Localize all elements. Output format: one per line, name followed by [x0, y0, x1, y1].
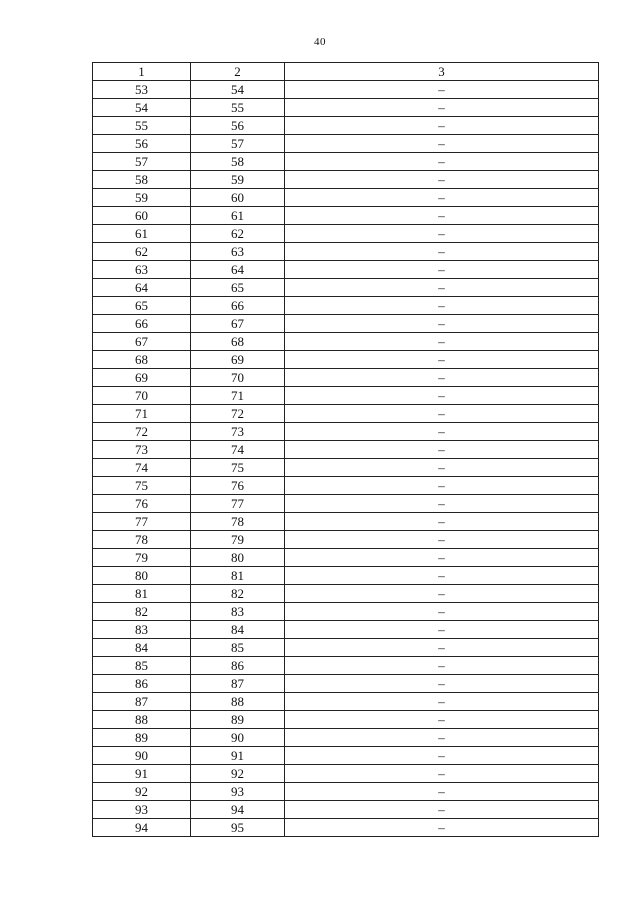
table-cell-col3: –: [285, 567, 599, 585]
table-row: [93, 495, 599, 513]
table-row: [93, 747, 599, 765]
header-row: [93, 63, 599, 81]
table-cell-col2: 75: [191, 459, 285, 477]
table-row: [93, 423, 599, 441]
table-row: [93, 243, 599, 261]
table-row: [93, 711, 599, 729]
table-cell-col1: 90: [93, 747, 191, 765]
table-cell-col1: 94: [93, 819, 191, 837]
table-row: [93, 297, 599, 315]
table-cell-col2: 60: [191, 189, 285, 207]
table-cell-col3: –: [285, 261, 599, 279]
table-cell-col3: –: [285, 747, 599, 765]
table-cell-col3: –: [285, 135, 599, 153]
table-cell-col3: –: [285, 711, 599, 729]
table-row: [93, 225, 599, 243]
table-cell-col3: –: [285, 531, 599, 549]
table-cell-col3: –: [285, 117, 599, 135]
table-cell-col1: 93: [93, 801, 191, 819]
table-cell-col2: 56: [191, 117, 285, 135]
table-row: [93, 783, 599, 801]
table-row: [93, 81, 599, 99]
table-cell-col1: 77: [93, 513, 191, 531]
table-cell-col1: 59: [93, 189, 191, 207]
table-cell-col2: 95: [191, 819, 285, 837]
table-cell-col3: –: [285, 441, 599, 459]
table-cell-col2: 65: [191, 279, 285, 297]
table-cell-col1: 53: [93, 81, 191, 99]
table-cell-col3: –: [285, 423, 599, 441]
table-cell-col1: 66: [93, 315, 191, 333]
table-row: [93, 477, 599, 495]
table-cell-col2: 68: [191, 333, 285, 351]
table-cell-col1: 85: [93, 657, 191, 675]
column-header-3: 3: [285, 63, 599, 81]
table-cell-col3: –: [285, 693, 599, 711]
table-cell-col3: –: [285, 207, 599, 225]
table-cell-col3: –: [285, 513, 599, 531]
table-cell-col3: –: [285, 783, 599, 801]
table-cell-col2: 83: [191, 603, 285, 621]
table-cell-col1: 54: [93, 99, 191, 117]
table-cell-col1: 78: [93, 531, 191, 549]
table-row: [93, 387, 599, 405]
table-row: [93, 621, 599, 639]
table-cell-col3: –: [285, 405, 599, 423]
table-cell-col1: 91: [93, 765, 191, 783]
table-cell-col1: 80: [93, 567, 191, 585]
table-cell-col3: –: [285, 99, 599, 117]
table-row: [93, 333, 599, 351]
table-cell-col1: 73: [93, 441, 191, 459]
table-row: [93, 117, 599, 135]
table-row: [93, 693, 599, 711]
table-cell-col1: 67: [93, 333, 191, 351]
table-row: [93, 603, 599, 621]
table-row: [93, 639, 599, 657]
table-cell-col1: 89: [93, 729, 191, 747]
table-cell-col3: –: [285, 279, 599, 297]
table-cell-col3: –: [285, 585, 599, 603]
table-cell-col2: 81: [191, 567, 285, 585]
table-cell-col1: 75: [93, 477, 191, 495]
table-cell-col2: 80: [191, 549, 285, 567]
table-cell-col2: 88: [191, 693, 285, 711]
table-row: [93, 585, 599, 603]
table-cell-col2: 73: [191, 423, 285, 441]
table-cell-col3: –: [285, 171, 599, 189]
table-row: [93, 171, 599, 189]
table-row: [93, 99, 599, 117]
table-cell-col2: 61: [191, 207, 285, 225]
table-cell-col1: 64: [93, 279, 191, 297]
table-row: [93, 405, 599, 423]
table-cell-col1: 81: [93, 585, 191, 603]
table-cell-col1: 86: [93, 675, 191, 693]
table-row: [93, 513, 599, 531]
table-cell-col3: –: [285, 369, 599, 387]
table-cell-col2: 79: [191, 531, 285, 549]
table-cell-col1: 74: [93, 459, 191, 477]
table-cell-col1: 82: [93, 603, 191, 621]
table-cell-col3: –: [285, 315, 599, 333]
table-cell-col1: 84: [93, 639, 191, 657]
table-cell-col2: 76: [191, 477, 285, 495]
table-cell-col3: –: [285, 819, 599, 837]
table-cell-col2: 86: [191, 657, 285, 675]
table-cell-col3: –: [285, 765, 599, 783]
table-row: [93, 531, 599, 549]
table-cell-col3: –: [285, 495, 599, 513]
table-cell-col1: 87: [93, 693, 191, 711]
table-cell-col2: 77: [191, 495, 285, 513]
table-row: [93, 153, 599, 171]
table-cell-col2: 62: [191, 225, 285, 243]
table-cell-col3: –: [285, 549, 599, 567]
table-cell-col2: 87: [191, 675, 285, 693]
table-cell-col3: –: [285, 675, 599, 693]
table-body: [93, 81, 599, 837]
table-cell-col3: –: [285, 459, 599, 477]
table-cell-col2: 59: [191, 171, 285, 189]
table-cell-col2: 70: [191, 369, 285, 387]
table-cell-col2: 63: [191, 243, 285, 261]
table-cell-col2: 93: [191, 783, 285, 801]
table-row: [93, 189, 599, 207]
table-cell-col3: –: [285, 189, 599, 207]
table-cell-col1: 65: [93, 297, 191, 315]
table-cell-col3: –: [285, 243, 599, 261]
table-row: [93, 351, 599, 369]
table-row: [93, 135, 599, 153]
table-row: [93, 729, 599, 747]
table-cell-col3: –: [285, 351, 599, 369]
page-number: 40: [314, 36, 326, 48]
table-cell-col2: 78: [191, 513, 285, 531]
table-cell-col2: 74: [191, 441, 285, 459]
table-cell-col2: 54: [191, 81, 285, 99]
table-cell-col1: 68: [93, 351, 191, 369]
column-header-1: 1: [93, 63, 191, 81]
table-cell-col1: 69: [93, 369, 191, 387]
table-cell-col3: –: [285, 297, 599, 315]
table-cell-col2: 91: [191, 747, 285, 765]
table-cell-col1: 55: [93, 117, 191, 135]
table-cell-col3: –: [285, 657, 599, 675]
table-cell-col2: 82: [191, 585, 285, 603]
table-row: [93, 801, 599, 819]
table-cell-col2: 92: [191, 765, 285, 783]
table-cell-col2: 84: [191, 621, 285, 639]
table-cell-col2: 67: [191, 315, 285, 333]
table-row: [93, 261, 599, 279]
table-cell-col1: 72: [93, 423, 191, 441]
table-cell-col1: 70: [93, 387, 191, 405]
table-cell-col2: 69: [191, 351, 285, 369]
table-cell-col2: 89: [191, 711, 285, 729]
table-cell-col3: –: [285, 153, 599, 171]
table-row: [93, 279, 599, 297]
table-row: [93, 675, 599, 693]
table-cell-col1: 92: [93, 783, 191, 801]
table-cell-col2: 85: [191, 639, 285, 657]
table-cell-col3: –: [285, 387, 599, 405]
table-row: [93, 441, 599, 459]
table-cell-col3: –: [285, 477, 599, 495]
table-row: [93, 549, 599, 567]
table-cell-col3: –: [285, 225, 599, 243]
table-cell-col1: 76: [93, 495, 191, 513]
table-cell-col1: 62: [93, 243, 191, 261]
table-cell-col2: 57: [191, 135, 285, 153]
table-cell-col1: 88: [93, 711, 191, 729]
table-row: [93, 567, 599, 585]
column-header-2: 2: [191, 63, 285, 81]
table-cell-col3: –: [285, 81, 599, 99]
table-cell-col1: 60: [93, 207, 191, 225]
table-row: [93, 369, 599, 387]
table-cell-col1: 79: [93, 549, 191, 567]
table-row: [93, 315, 599, 333]
table-cell-col2: 72: [191, 405, 285, 423]
table-cell-col3: –: [285, 639, 599, 657]
table-cell-col1: 57: [93, 153, 191, 171]
table-cell-col3: –: [285, 729, 599, 747]
table-cell-col1: 83: [93, 621, 191, 639]
table-cell-col2: 66: [191, 297, 285, 315]
table-row: [93, 459, 599, 477]
table-row: [93, 207, 599, 225]
table-cell-col2: 58: [191, 153, 285, 171]
table-row: [93, 765, 599, 783]
table-row: [93, 657, 599, 675]
table-cell-col2: 94: [191, 801, 285, 819]
table-cell-col2: 71: [191, 387, 285, 405]
table-cell-col3: –: [285, 621, 599, 639]
table-cell-col3: –: [285, 801, 599, 819]
table-cell-col1: 56: [93, 135, 191, 153]
table-cell-col1: 58: [93, 171, 191, 189]
data-table: [92, 62, 599, 837]
table-cell-col2: 64: [191, 261, 285, 279]
table-cell-col3: –: [285, 603, 599, 621]
table-cell-col1: 61: [93, 225, 191, 243]
table-cell-col2: 55: [191, 99, 285, 117]
table-cell-col3: –: [285, 333, 599, 351]
table-cell-col1: 71: [93, 405, 191, 423]
table-cell-col1: 63: [93, 261, 191, 279]
table-row: [93, 819, 599, 837]
table-cell-col2: 90: [191, 729, 285, 747]
